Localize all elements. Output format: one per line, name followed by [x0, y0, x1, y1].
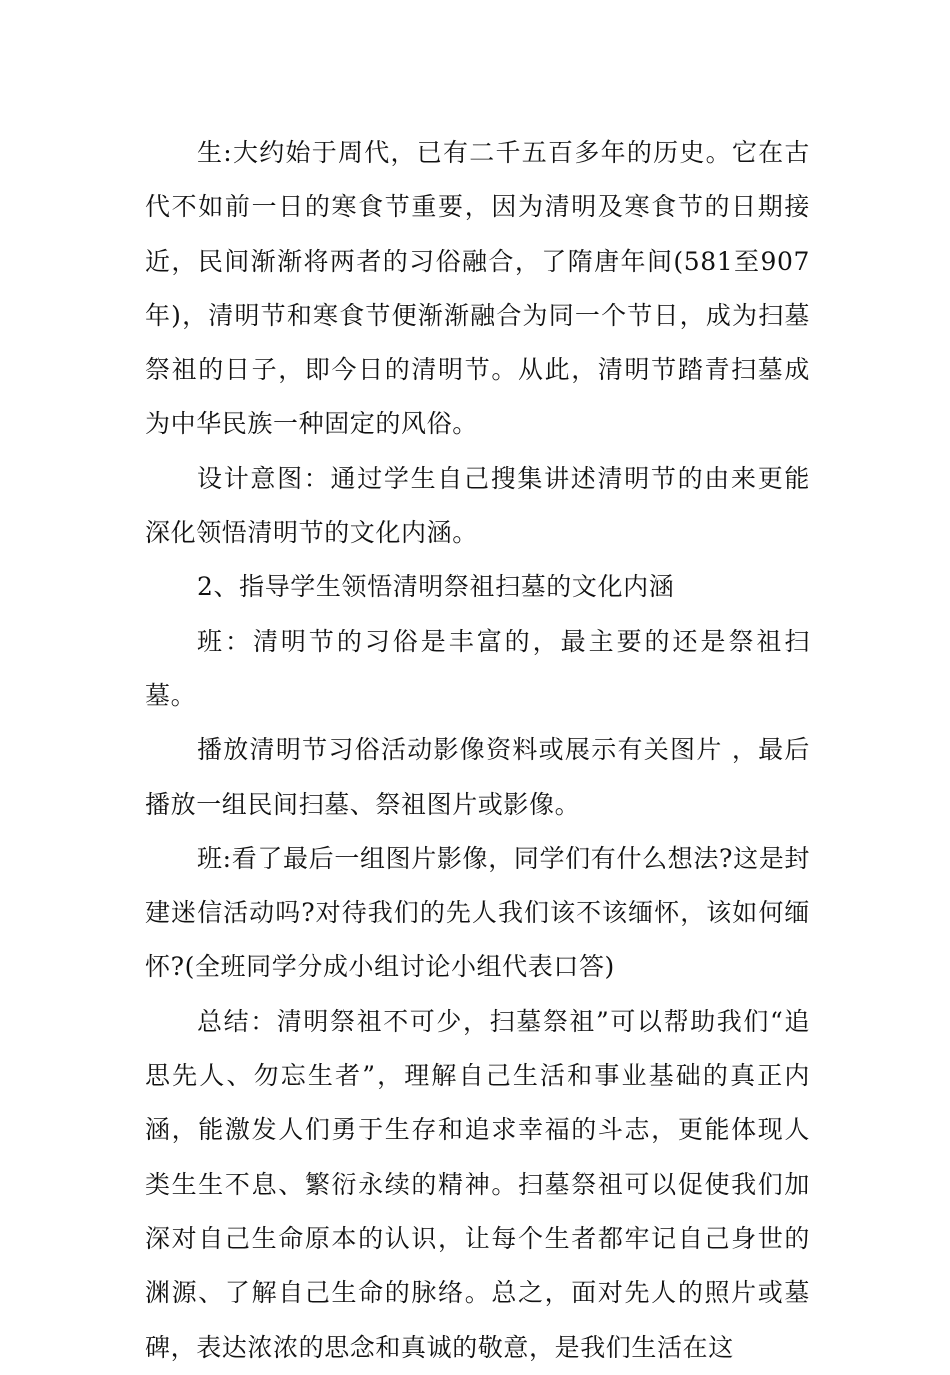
paragraph-design-intent: 设计意图：通过学生自己搜集讲述清明节的由来更能深化领悟清明节的文化内涵。 — [145, 463, 810, 548]
paragraph-summary: 总结：清明祭祖不可少，扫墓祭祖”可以帮助我们“追思先人、勿忘生者”，理解自己生活和事业基础的真正内涵，能激发人们勇于生存和追求幸福的斗志，更能体现人类生生不息、繁衍永续的精神。扫墓祭祖可以促使我们加深对自己生命原本的认识，让每个生者都牢记自己身世的渊源、了解自己生命的脉络。总之，面对先人的照片或墓碑，表达浓浓的思念和真诚的敬意，是我们生活在这 — [145, 1006, 810, 1362]
paragraph-section-heading: 2、指导学生领悟清明祭祖扫墓的文化内涵 — [197, 572, 675, 602]
paragraph-origin-history: 生:大约始于周代，已有二千五百多年的历史。它在古代不如前一日的寒食节重要，因为清明及寒食节的日期接近，民间渐渐将两者的习俗融合，了隋唐年间(581至907年)，清明节和寒食节便渐渐融合为同一个节日，成为扫墓祭祖的日子，即今日的清明节。从此，清明节踏青扫墓成为中华民族一种固定的风俗。 — [145, 138, 810, 439]
paragraph-play-media: 播放清明节习俗活动影像资料或展示有关图片 ，最后播放一组民间扫墓、祭祖图片或影像。 — [145, 735, 810, 819]
paragraph-teacher-question: 班:看了最后一组图片影像，同学们有什么想法?这是封建迷信活动吗?对待我们的先人我们该不该缅怀，该如何缅怀?(全班同学分成小组讨论小组代表口答) — [145, 843, 810, 982]
paragraph-teacher-intro: 班：清明节的习俗是丰富的，最主要的还是祭祖扫墓。 — [145, 626, 810, 710]
document-body — [145, 126, 810, 1375]
